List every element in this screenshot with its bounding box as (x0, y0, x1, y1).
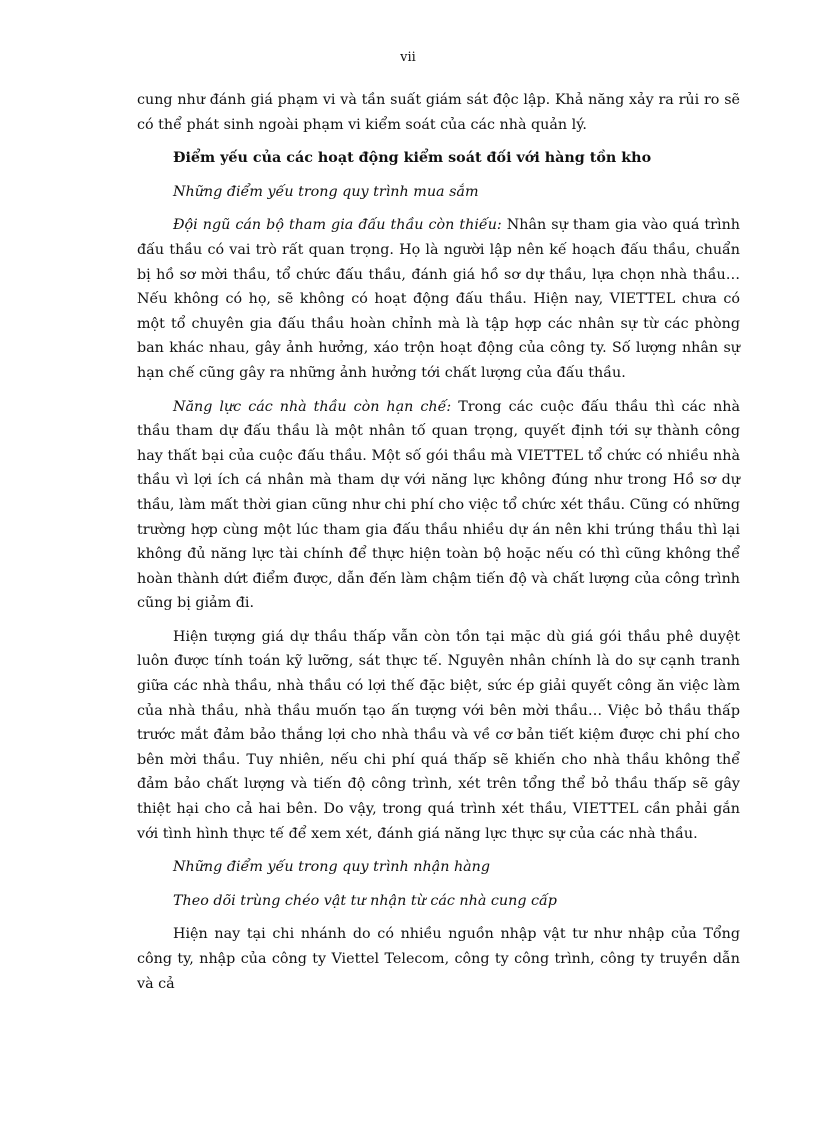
paragraph-lead: Đội ngũ cán bộ tham gia đấu thầu còn thiếu: (173, 217, 502, 234)
subheading-receiving: Những điểm yếu trong quy trình nhận hàng (173, 859, 491, 876)
page-number: vii (400, 50, 416, 65)
paragraph-contractor-capacity (137, 395, 740, 616)
paragraph-bidding-staff (137, 213, 740, 385)
paragraph-text: Nhân sự tham gia vào quá trình đấu thầu có vai trò rất quan trọng. Họ là người lập nên kế hoạch đấu thầu, chuẩn bị hồ sơ mời thầu, tổ chức đấu thầu, đánh giá hồ sơ dự thầu, lựa chọn nhà thầu…Nếu không có họ, sẽ không có hoạt động đấu thầu. Hiện nay, VIETTEL chưa có một tổ chuyên gia đấu thầu hoàn chỉnh mà là tập hợp các nhân sự từ các phòng ban khác nhau, gây ảnh hưởng, xáo trộn hoạt động của công ty. Số lượng nhân sự hạn chế cũng gây ra những ảnh hưởng tới chất lượng của đấu thầu. (137, 217, 740, 381)
paragraph-lead: Năng lực các nhà thầu còn hạn chế: (173, 398, 452, 415)
paragraph-low-bid: Hiện tượng giá dự thầu thấp vẫn còn tồn tại mặc dù giá gói thầu phê duyệt luôn được tính toán kỹ lưỡng, sát thực tế. Nguyên nhân chính là do sự cạnh tranh giữa các nhà thầu, nhà thầu có lợi thế đặc biệt, sức ép giải quyết công ăn việc làm của nhà thầu, nhà thầu muốn tạo ấn tượng với bên mời thầu… Việc bỏ thầu thấp trước mắt đảm bảo thắng lợi cho nhà thầu và về cơ bản tiết kiệm được chi phí cho bên mời thầu. Tuy nhiên, nếu chi phí quá thấp sẽ khiến cho nhà thầu không thể đảm bảo chất lượng và tiến độ công trình, xét trên tổng thể bỏ thầu thấp sẽ gây thiệt hại cho cả hai bên. Do vậy, trong quá trình xét thầu, VIETTEL cần phải gắn với tình hình thực tế để xem xét, đánh giá năng lực thực sự của các nhà thầu. (137, 628, 740, 842)
subheading-procurement: Những điểm yếu trong quy trình mua sắm (173, 183, 479, 200)
paragraph-branch-sources: Hiện nay tại chi nhánh do có nhiều nguồn nhập vật tư như nhập của Tổng công ty, nhập của công ty Viettel Telecom, công ty công trình, công ty truyền dẫn và cả (137, 926, 740, 992)
paragraph-text: Trong các cuộc đấu thầu thì các nhà thầu tham dự đấu thầu là một nhân tố quan trọng, quyết định tới sự thành công hay thất bại của cuộc đấu thầu. Một số gói thầu mà VIETTEL tổ chức có nhiều nhà thầu vì lợi ích cá nhân mà tham dự với năng lực không đúng như trong Hồ sơ dự thầu, làm mất thời gian cũng như chi phí cho việc tổ chức xét thầu. Cũng có những trường hợp cùng một lúc tham gia đấu thầu nhiều dự án nên khi trúng thầu thì lại không đủ năng lực tài chính để thực hiện toàn bộ hoặc nếu có thì cũng không thể hoàn thành dứt điểm được, dẫn đến làm chậm tiến độ và chất lượng của công trình cũng bị giảm đi. (137, 398, 741, 612)
subheading-cross-tracking: Theo dõi trùng chéo vật tư nhận từ các nhà cung cấp (173, 892, 557, 909)
section-heading: Điểm yếu của các hoạt động kiểm soát đối với hàng tồn kho (173, 150, 652, 167)
paragraph-continuation: cung như đánh giá phạm vi và tần suất giám sát độc lập. Khả năng xảy ra rủi ro sẽ có thể phát sinh ngoài phạm vi kiểm soát của các nhà quản lý. (137, 92, 740, 133)
document-body (137, 88, 740, 996)
